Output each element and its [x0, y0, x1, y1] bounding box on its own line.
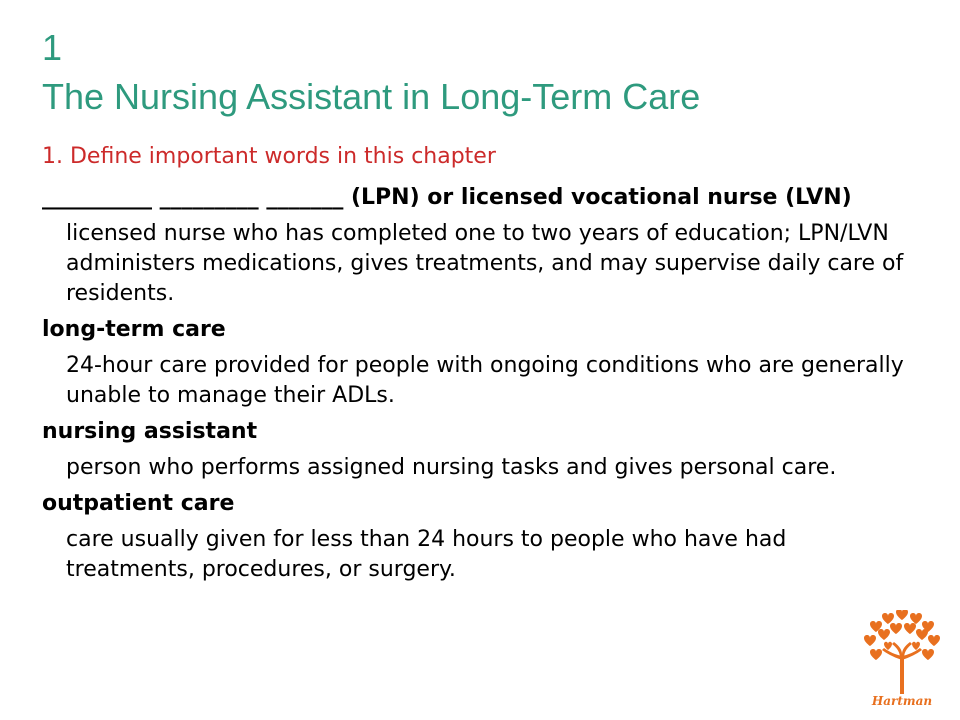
term-long-term-care: long-term care	[42, 317, 226, 342]
terms-list	[42, 183, 942, 591]
definition-nursing-assistant: person who performs assigned nursing tasks and gives personal care.	[66, 455, 837, 480]
definition-lpn: licensed nurse who has completed one to two years of education; LPN/LVN administers medications, gives treatments, and may supervise daily care of residents.	[66, 221, 904, 306]
slide-title: The Nursing Assistant in Long-Term Care	[42, 76, 701, 117]
hartman-logo	[862, 610, 942, 710]
chapter-number: 1	[42, 27, 63, 68]
term-nursing-assistant: nursing assistant	[42, 419, 258, 444]
term-lpn: __________ _________ _______ (LPN) or licensed vocational nurse (LVN)	[42, 185, 852, 210]
term-outpatient-care: outpatient care	[42, 491, 235, 516]
logo-wordmark: Hartman	[871, 694, 933, 708]
learning-objective: 1. Define important words in this chapter	[42, 144, 496, 169]
heart-tree-icon	[862, 610, 942, 694]
definition-long-term-care: 24-hour care provided for people with ongoing conditions who are generally unable to manage their ADLs.	[66, 353, 904, 408]
definition-outpatient-care: care usually given for less than 24 hours to people who have had treatments, procedures, or surgery.	[66, 527, 787, 582]
